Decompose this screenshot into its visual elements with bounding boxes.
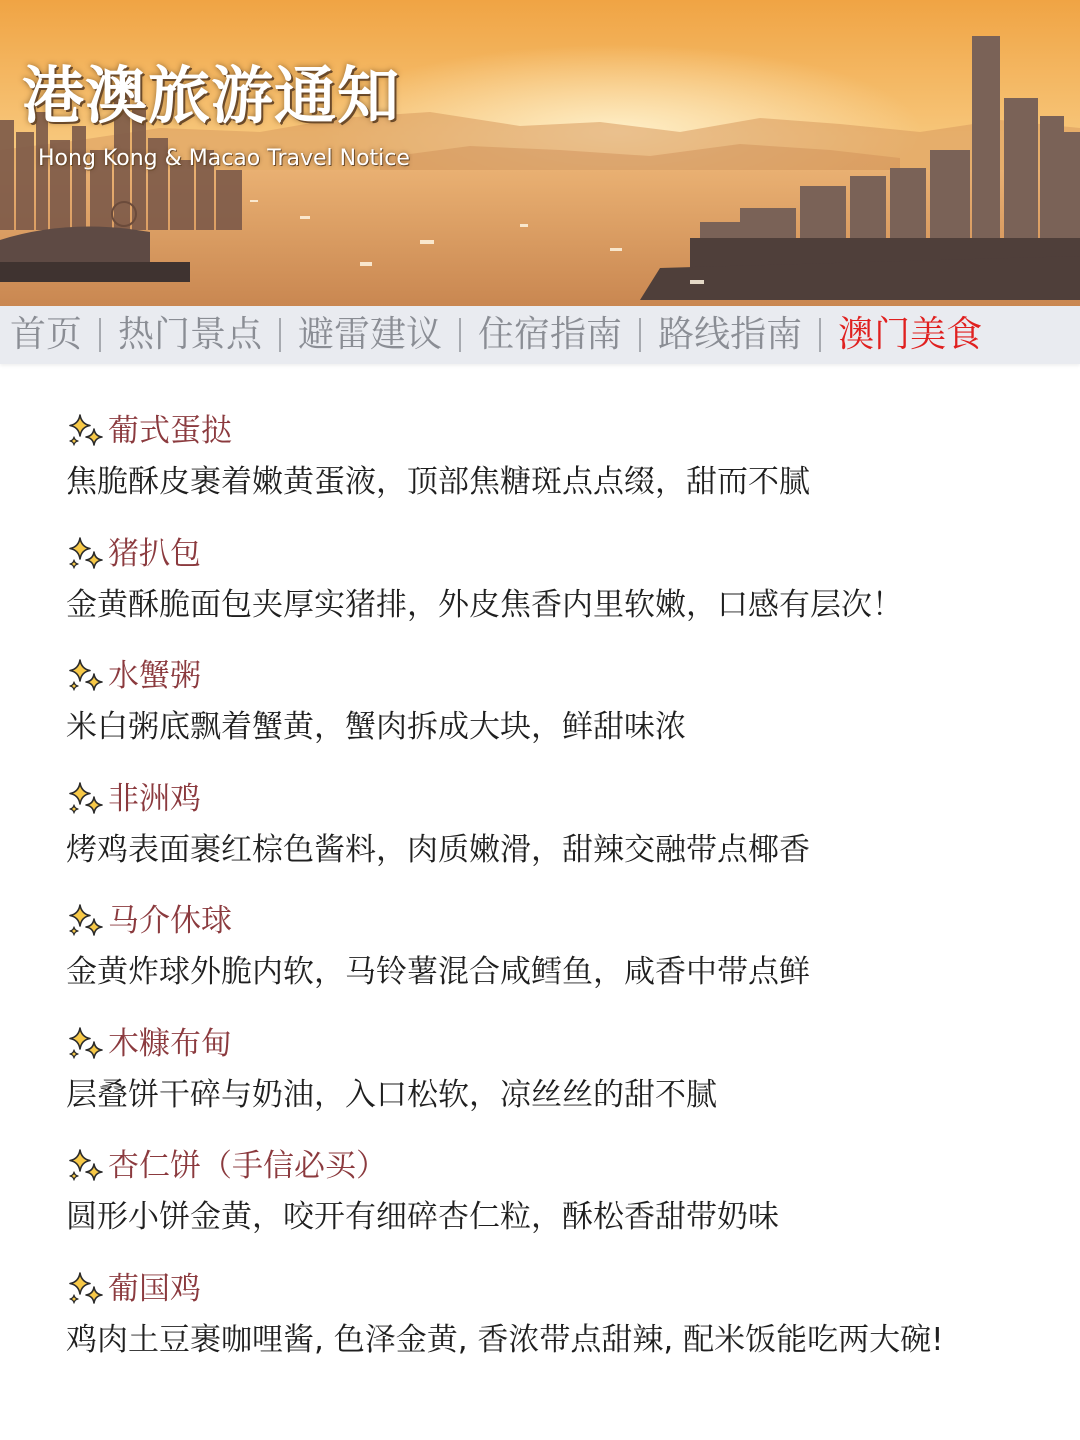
food-item-almond-cookie (66, 1141, 1046, 1264)
food-name: 非洲鸡 (108, 780, 201, 817)
food-item-portuguese-chicken (66, 1264, 1046, 1387)
nav-divider (819, 318, 821, 352)
food-description: 金黄酥脆面包夹厚实猪排，外皮焦香内里软嫩，口感有层次！ (66, 586, 903, 623)
category-nav (0, 306, 1080, 364)
food-item-heading (66, 651, 1046, 701)
food-list (66, 406, 1046, 1386)
nav-item-lodging[interactable]: 住宿指南 (478, 314, 623, 355)
sparkle-icon (66, 534, 106, 574)
food-name: 马介休球 (108, 903, 232, 939)
food-item-heading (66, 774, 1046, 824)
sparkle-icon (66, 656, 106, 696)
food-name: 猪扒包 (108, 535, 201, 572)
nav-divider (459, 318, 461, 352)
food-item-heading (66, 1264, 1046, 1314)
food-item-heading (66, 896, 1046, 946)
sparkle-icon (66, 411, 106, 451)
food-item-sawdust-pudding (66, 1019, 1046, 1142)
nav-item-tips[interactable]: 避雷建议 (298, 314, 443, 355)
food-description: 金黄炸球外脆内软，马铃薯混合咸鳕鱼，咸香中带点鲜 (66, 954, 810, 990)
sparkle-icon (66, 1269, 106, 1309)
food-name: 葡国鸡 (108, 1270, 201, 1307)
food-description: 圆形小饼金黄，咬开有细碎杏仁粒，酥松香甜带奶味 (66, 1199, 779, 1235)
sparkle-icon (66, 901, 106, 941)
food-name: 杏仁饼（手信必买） (108, 1148, 387, 1184)
food-item-cod-balls (66, 896, 1046, 1019)
nav-item-attractions[interactable]: 热门景点 (118, 314, 263, 355)
food-description: 米白粥底飘着蟹黄，蟹肉拆成大块，鲜甜味浓 (66, 709, 686, 745)
food-item-african-chicken (66, 774, 1046, 897)
banner-title: 港澳旅游通知 (22, 59, 401, 132)
food-description: 鸡肉土豆裹咖哩酱, 色泽金黄, 香浓带点甜辣, 配米饭能吃两大碗! (66, 1321, 944, 1358)
food-name: 木糠布甸 (108, 1025, 232, 1062)
nav-item-macau-food[interactable]: 澳门美食 (838, 314, 983, 355)
nav-divider (639, 318, 641, 352)
nav-divider (99, 318, 101, 352)
food-item-heading (66, 529, 1046, 579)
food-item-pork-chop-bun (66, 529, 1046, 652)
food-item-heading (66, 1141, 1046, 1191)
sparkle-icon (66, 1146, 106, 1186)
sparkle-icon (66, 779, 106, 819)
food-item-egg-tart (66, 406, 1046, 529)
nav-divider (279, 318, 281, 352)
food-description: 层叠饼干碎与奶油，入口松软，凉丝丝的甜不腻 (66, 1076, 717, 1113)
nav-item-routes[interactable]: 路线指南 (658, 314, 803, 355)
banner (0, 0, 1080, 306)
food-description: 焦脆酥皮裹着嫩黄蛋液，顶部焦糖斑点点缀，甜而不腻 (66, 464, 810, 500)
food-description: 烤鸡表面裹红棕色酱料，肉质嫩滑，甜辣交融带点椰香 (66, 831, 810, 868)
banner-subtitle: Hong Kong & Macao Travel Notice (38, 146, 410, 171)
food-item-heading (66, 1019, 1046, 1069)
nav-item-home[interactable]: 首页 (10, 314, 83, 355)
food-name: 水蟹粥 (108, 658, 201, 694)
food-item-crab-congee (66, 651, 1046, 774)
food-item-heading (66, 406, 1046, 456)
food-name: 葡式蛋挞 (108, 413, 232, 449)
sparkle-icon (66, 1024, 106, 1064)
